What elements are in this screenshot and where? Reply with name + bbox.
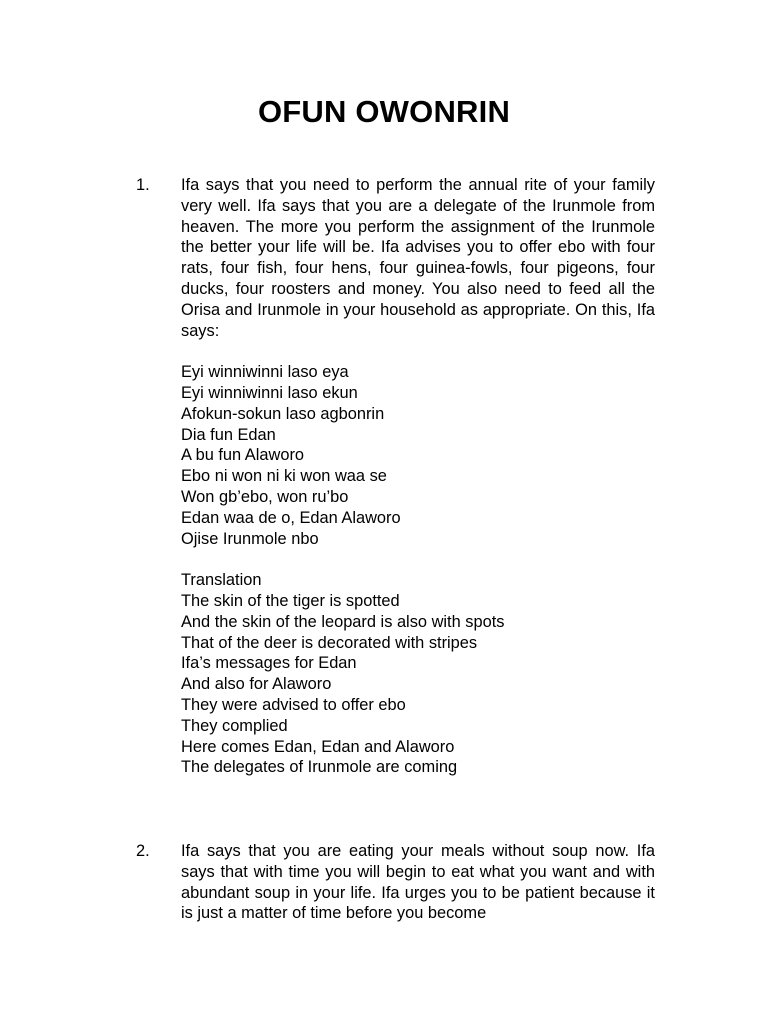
item-number: 2.	[136, 842, 150, 860]
translation-heading: Translation	[181, 571, 262, 590]
item-number: 1.	[136, 176, 150, 194]
item-body	[181, 841, 655, 924]
item-paragraph: Ifa says that you are eating your meals without soup now. Ifa says that with time you will begin to eat what you want and with abundant soup in your life. Ifa urges you to be patient because it is just a matter of time before you become	[181, 842, 655, 923]
verse-line: Dia fun Edan	[181, 425, 276, 444]
item-body	[181, 175, 655, 778]
verse-line: Ojise Irunmole nbo	[181, 529, 319, 548]
translation-line: And the skin of the leopard is also with spots	[181, 612, 505, 631]
verse-line: Afokun-sokun laso agbonrin	[181, 404, 385, 423]
translation-line: And also for Alaworo	[181, 675, 332, 694]
document-title: OFUN OWONRIN	[257, 94, 511, 129]
verse-line: Edan waa de o, Edan Alaworo	[181, 508, 401, 527]
verse-line: A bu fun Alaworo	[181, 446, 305, 465]
verse-line: Eyi winniwinni laso eya	[181, 363, 349, 382]
translation-line: They were advised to offer ebo	[181, 695, 406, 714]
translation-line: The delegates of Irunmole are coming	[181, 758, 458, 777]
verse-line: Won gb’ebo, won ru’bo	[181, 487, 349, 506]
translation-line: They complied	[181, 716, 288, 735]
item-paragraph: Ifa says that you need to perform the annual rite of your family very well. Ifa says that you are a delegate of the Irunmole from heaven. The more you perform the assignment of the Irunmole the better your life will be. Ifa advises you to offer ebo with four rats, four fish, four hens, four guinea-fowls, four pigeons, four ducks, four roosters and money. You also need to feed all the Orisa and Irunmole in your household as appropriate. On this, Ifa says:	[181, 176, 655, 340]
translation-line: That of the deer is decorated with stripes	[181, 633, 478, 652]
translation-block	[181, 570, 655, 778]
verse-line: Eyi winniwinni laso ekun	[181, 383, 358, 402]
translation-line: Ifa’s messages for Edan	[181, 654, 357, 673]
translation-line: The skin of the tiger is spotted	[181, 591, 400, 610]
translation-line: Here comes Edan, Edan and Alaworo	[181, 737, 455, 756]
verse-line: Ebo ni won ni ki won waa se	[181, 467, 387, 486]
yoruba-verse	[181, 362, 655, 549]
